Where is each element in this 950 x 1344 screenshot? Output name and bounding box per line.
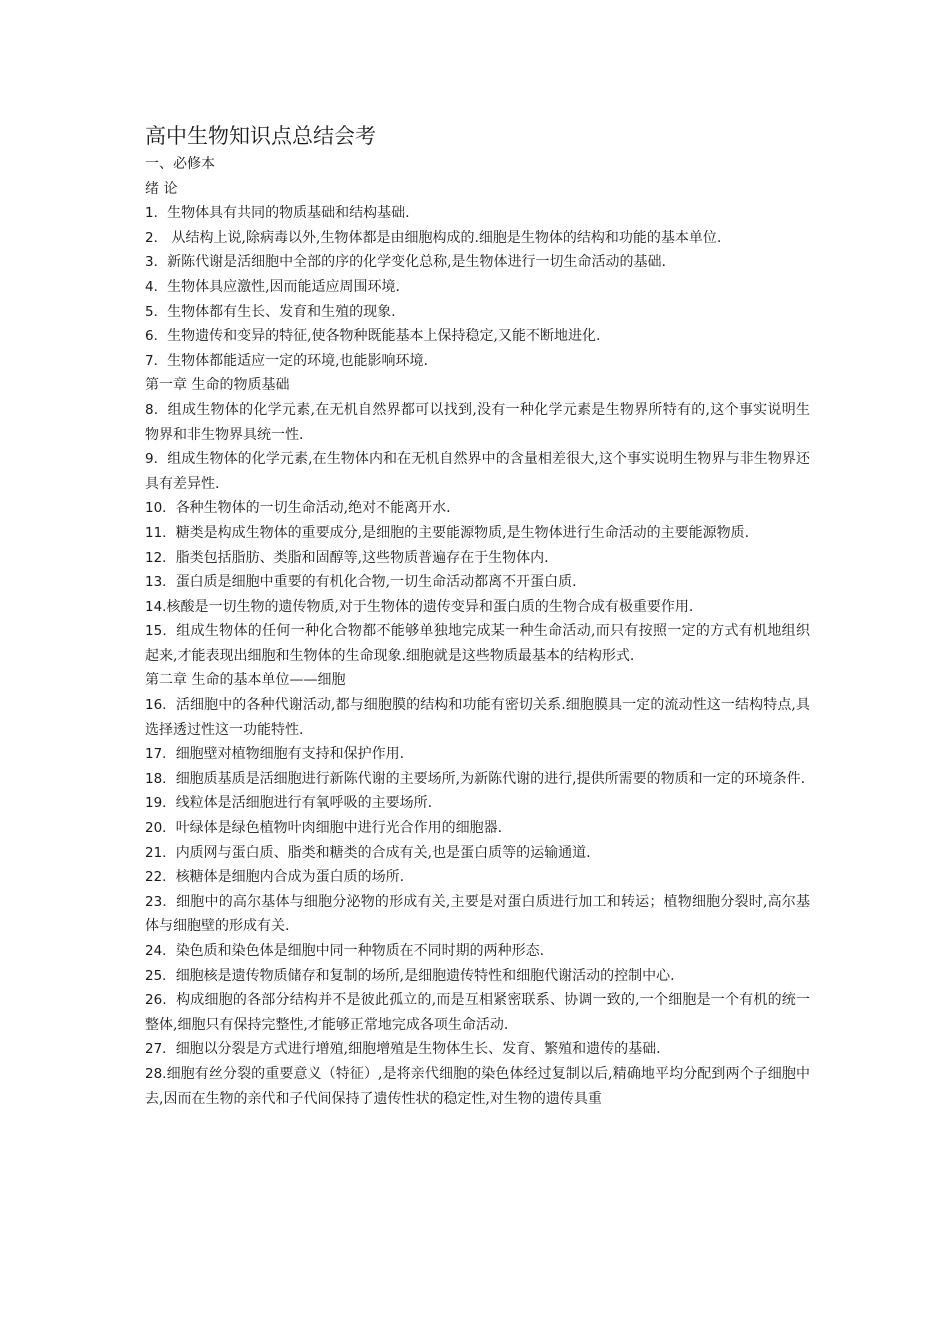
- list-item: [145, 349, 810, 374]
- section: [145, 177, 810, 374]
- item-text: 叶绿体是绿色植物叶肉细胞中进行光合作用的细胞器.: [175, 820, 503, 837]
- item-text: 组成生物体的化学元素,在生物体内和在无机自然界中的含量相差很大,这个事实说明生物界与非生物界还具有差异性.: [145, 451, 810, 492]
- item-number: 25．: [145, 967, 176, 984]
- item-number: 2．: [145, 229, 168, 246]
- list-item: [145, 447, 810, 496]
- section: [145, 668, 810, 1111]
- item-text: 生物体都能适应一定的环境,也能影响环境.: [167, 352, 428, 369]
- document-title: 高中生物知识点总结会考: [145, 124, 376, 148]
- item-text: 细胞壁对植物细胞有支持和保护作用.: [175, 746, 405, 763]
- list-item: [145, 521, 810, 546]
- item-text: 构成细胞的各部分结构并不是彼此孤立的,而是互相紧密联系、协调一致的,一个细胞是一个有机的统一整体,细胞只有保持完整性,才能够正常地完成各项生命活动.: [145, 992, 810, 1033]
- item-text: 细胞以分裂是方式进行增殖,细胞增殖是生物体生长、发育、繁殖和遗传的基础.: [175, 1041, 661, 1058]
- item-text: 细胞有丝分裂的重要意义（特征）,是将亲代细胞的染色体经过复制以后,精确地平均分配到两个子细胞中去,因而在生物的亲代和子代间保持了遗传性状的稳定性,对生物的遗传具重: [145, 1065, 810, 1107]
- item-text: 内质网与蛋白质、脂类和糖类的合成有关,也是蛋白质等的运输通道.: [175, 844, 591, 861]
- item-number: 26．: [145, 992, 177, 1009]
- item-text: 细胞中的高尔基体与细胞分泌物的形成有关,主要是对蛋白质进行加工和转运；植物细胞分裂时,高尔基体与细胞壁的形成有关.: [145, 893, 810, 935]
- section: [145, 152, 810, 177]
- item-text: 从结构上说,除病毒以外,生物体都是由细胞构成的.细胞是生物体的结构和功能的基本单位.: [167, 229, 722, 246]
- item-number: 5．: [145, 303, 168, 320]
- item-number: 14.: [145, 598, 167, 615]
- item-text: 生物体具有共同的物质基础和结构基础.: [167, 205, 410, 222]
- document-page: [145, 120, 810, 1111]
- list-item: [145, 570, 810, 595]
- item-number: 8．: [145, 401, 168, 418]
- list-item: [145, 496, 810, 521]
- list-item: [145, 324, 810, 349]
- section-heading: 一、必修本: [145, 156, 215, 172]
- item-number: 9．: [145, 451, 168, 468]
- item-number: 7．: [145, 352, 168, 369]
- item-text: 脂类包括脂肪、类脂和固醇等,这些物质普遍存在于生物体内.: [175, 549, 549, 566]
- list-item: [145, 742, 810, 767]
- item-text: 组成生物体的任何一种化合物都不能够单独地完成某一种生命活动,而只有按照一定的方式有机地组织起来,才能表现出细胞和生物体的生命现象.细胞就是这些物质最基本的结构形式.: [145, 623, 810, 664]
- item-text: 蛋白质是细胞中重要的有机化合物,一切生命活动都离不开蛋白质.: [175, 574, 577, 591]
- item-number: 12．: [145, 549, 176, 566]
- item-number: 21．: [145, 844, 176, 861]
- list-item: [145, 546, 810, 571]
- item-number: 18．: [145, 770, 176, 787]
- item-text: 组成生物体的化学元素,在无机自然界都可以找到,没有一种化学元素是生物界所特有的,这个事实说明生物界和非生物界具统一性.: [145, 401, 810, 443]
- list-item: [145, 988, 810, 1037]
- item-text: 核酸是一切生物的遗传物质,对于生物体的遗传变异和蛋白质的生物合成有极重要作用.: [166, 598, 694, 615]
- list-item: [145, 275, 810, 300]
- list-item: [145, 1037, 810, 1062]
- item-text: 新陈代谢是活细胞中全部的序的化学变化总称,是生物体进行一切生命活动的基础.: [167, 254, 666, 271]
- item-text: 线粒体是活细胞进行有氧呼吸的主要场所.: [175, 795, 433, 812]
- item-number: 28.: [145, 1065, 167, 1082]
- section-heading: 第二章 生命的基本单位——细胞: [145, 672, 346, 689]
- item-number: 19．: [145, 795, 176, 812]
- item-text: 生物体都有生长、发育和生殖的现象.: [167, 303, 396, 320]
- item-number: 16．: [145, 697, 176, 714]
- list-item: [145, 201, 810, 226]
- item-number: 1．: [145, 205, 168, 222]
- item-number: 23．: [145, 893, 177, 910]
- list-item: [145, 619, 810, 668]
- list-item: [145, 816, 810, 841]
- item-text: 活细胞中的各种代谢活动,都与细胞膜的结构和功能有密切关系.细胞膜具一定的流动性这一结构特点,具选择透过性这一功能特性.: [145, 697, 810, 738]
- list-item: [145, 791, 810, 816]
- section: [145, 373, 810, 668]
- list-item: [145, 226, 810, 251]
- item-text: 核糖体是细胞内合成为蛋白质的场所.: [175, 869, 405, 886]
- item-number: 17．: [145, 746, 176, 763]
- section-heading: 第一章 生命的物质基础: [145, 377, 290, 394]
- list-item: [145, 939, 810, 964]
- item-number: 15．: [145, 623, 177, 640]
- list-item: [145, 693, 810, 742]
- item-number: 24．: [145, 943, 176, 959]
- list-item: [145, 841, 810, 866]
- item-number: 11．: [145, 524, 176, 541]
- item-number: 22．: [145, 869, 176, 886]
- item-text: 细胞核是遗传物质储存和复制的场所,是细胞遗传特性和细胞代谢活动的控制中心.: [175, 967, 675, 984]
- item-text: 生物体具应激性,因而能适应周围环境.: [167, 278, 400, 295]
- item-text: 各种生物体的一切生命活动,绝对不能离开水.: [175, 500, 451, 517]
- list-item: [145, 964, 810, 989]
- item-text: 生物遗传和变异的特征,使各物种既能基本上保持稳定,又能不断地进化.: [167, 328, 601, 345]
- item-text: 糖类是构成生物体的重要成分,是细胞的主要能源物质,是生物体进行生命活动的主要能源物质.: [175, 524, 750, 541]
- list-item: [145, 865, 810, 890]
- section-heading: 绪 论: [145, 180, 178, 197]
- item-number: 20．: [145, 820, 176, 837]
- item-text: 染色质和染色体是细胞中同一种物质在不同时期的两种形态.: [175, 943, 545, 959]
- list-item: [145, 767, 810, 792]
- list-item: [145, 595, 810, 620]
- item-number: 27．: [145, 1041, 176, 1058]
- list-item: [145, 300, 810, 325]
- item-number: 4．: [145, 278, 168, 295]
- item-text: 细胞质基质是活细胞进行新陈代谢的主要场所,为新陈代谢的进行,提供所需要的物质和一定的环境条件.: [175, 770, 806, 787]
- item-number: 3．: [145, 254, 168, 271]
- list-item: [145, 398, 810, 447]
- list-item: [145, 1062, 810, 1111]
- list-item: [145, 890, 810, 939]
- item-number: 10．: [145, 500, 176, 517]
- item-number: 13．: [145, 574, 176, 591]
- list-item: [145, 250, 810, 275]
- item-number: 6．: [145, 328, 168, 345]
